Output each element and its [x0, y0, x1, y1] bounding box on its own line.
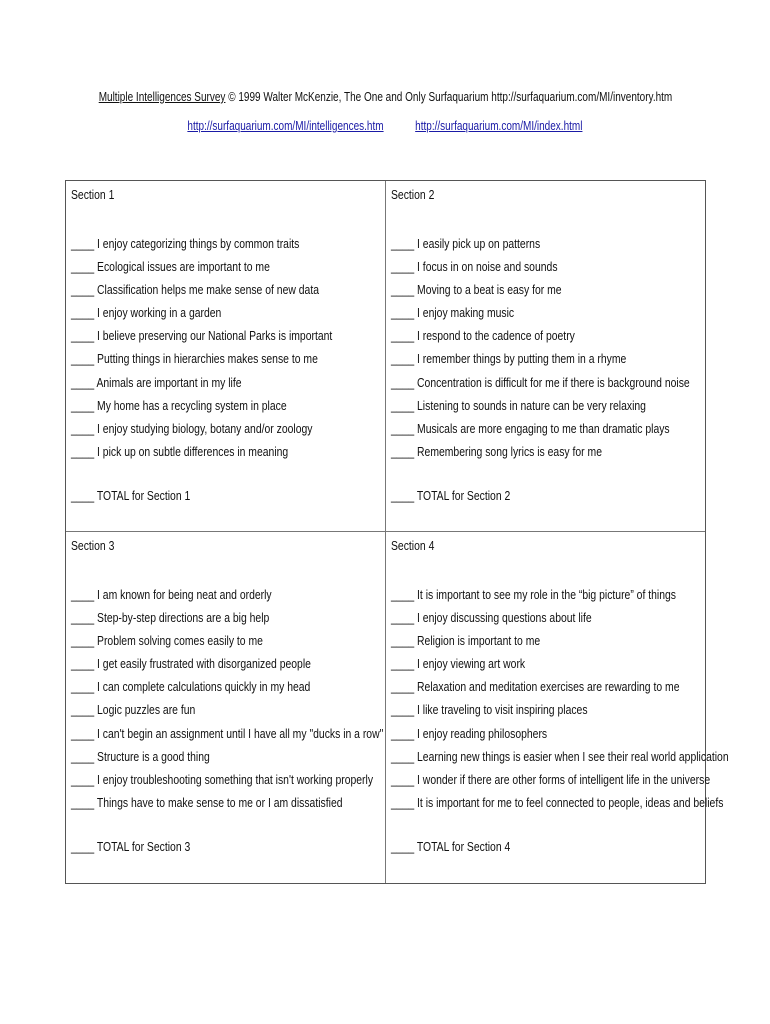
list-item: ____ I enjoy making music	[391, 305, 515, 321]
section-2-cell	[386, 181, 704, 531]
list-item: ____ I remember things by putting them in a rhyme	[391, 351, 627, 367]
list-item: ____ I pick up on subtle differences in meaning	[71, 443, 289, 459]
list-item: ____ I like traveling to visit inspiring places	[391, 702, 588, 718]
list-item: ____ My home has a recycling system in place	[71, 397, 287, 413]
list-item: ____ I can't begin an assignment until I have all my "ducks in a row"	[71, 725, 384, 741]
list-item: ____ Religion is important to me	[391, 633, 541, 649]
list-item: ____ Problem solving comes easily to me	[71, 633, 263, 649]
intelligences-link[interactable]: http://surfaquarium.com/MI/intelligences.htm	[187, 119, 384, 133]
list-item: ____ Ecological issues are important to me	[71, 259, 270, 275]
survey-table	[65, 180, 729, 884]
list-item: ____ Relaxation and meditation exercises are rewarding to me	[391, 679, 680, 695]
section-items	[71, 232, 398, 463]
list-item: ____ I can complete calculations quickly in my head	[71, 679, 311, 695]
section-3-cell	[66, 532, 384, 882]
list-item: ____ I respond to the cadence of poetry	[391, 328, 575, 344]
list-item: ____ I get easily frustrated with disorganized people	[71, 656, 311, 672]
section-title: Section 2	[391, 187, 435, 202]
list-item: ____ I enjoy working in a garden	[71, 305, 222, 321]
list-item: ____ Classification helps me make sense of new data	[71, 282, 320, 298]
survey-title: Multiple Intelligences Survey	[98, 90, 225, 104]
list-item: ____ It is important for me to feel connected to people, ideas and beliefs	[391, 794, 724, 810]
list-item: ____ Moving to a beat is easy for me	[391, 282, 562, 298]
section-items	[391, 232, 764, 463]
list-item: ____ Putting things in hierarchies makes sense to me	[71, 351, 318, 367]
list-item: ____ It is important to see my role in the “big picture” of things	[391, 587, 676, 602]
survey-header	[0, 90, 770, 104]
list-item: ____ I enjoy studying biology, botany and/or zoology	[71, 420, 313, 436]
list-item: ____ Musicals are more engaging to me than dramatic plays	[391, 420, 670, 436]
list-item: ____ I easily pick up on patterns	[391, 236, 541, 251]
list-item: ____ Structure is a good thing	[71, 748, 210, 764]
section-total: ____ TOTAL for Section 1	[71, 488, 191, 503]
list-item: ____ Step-by-step directions are a big help	[71, 610, 270, 626]
list-item: ____ I focus in on noise and sounds	[391, 259, 558, 275]
section-total: ____ TOTAL for Section 2	[391, 488, 511, 503]
list-item: ____ I enjoy discussing questions about life	[391, 610, 592, 626]
section-4-cell	[386, 532, 729, 882]
list-item: ____ I enjoy viewing art work	[391, 656, 526, 672]
section-total: ____ TOTAL for Section 4	[391, 839, 511, 854]
list-item: ____ I enjoy categorizing things by common traits	[71, 236, 300, 251]
reference-links	[0, 119, 770, 133]
list-item: ____ I believe preserving our National Parks is important	[71, 328, 333, 344]
list-item: ____ Logic puzzles are fun	[71, 702, 196, 718]
list-item: ____ I enjoy reading philosophers	[391, 725, 548, 741]
section-items	[391, 583, 770, 814]
section-title: Section 3	[71, 538, 115, 553]
section-total: ____ TOTAL for Section 3	[71, 839, 191, 854]
survey-credit: © 1999 Walter McKenzie, The One and Only Surfaquarium http://surfaquarium.com/MI/inventory.htm	[227, 90, 672, 104]
list-item: ____ Concentration is difficult for me if there is background noise	[391, 374, 690, 390]
list-item: ____ Things have to make sense to me or I am dissatisfied	[71, 794, 343, 810]
section-1-cell	[66, 181, 384, 531]
list-item: ____ I wonder if there are other forms of intelligent life in the universe	[391, 771, 711, 787]
section-title: Section 4	[391, 538, 435, 553]
list-item: ____ Animals are important in my life	[71, 374, 242, 390]
list-item: ____ Learning new things is easier when I see their real world application	[391, 748, 729, 764]
list-item: ____ Remembering song lyrics is easy for me	[391, 443, 602, 459]
section-title: Section 1	[71, 187, 115, 202]
list-item: ____ I enjoy troubleshooting something that isn't working properly	[71, 771, 374, 787]
index-link[interactable]: http://surfaquarium.com/MI/index.html	[415, 119, 583, 133]
list-item: ____ Listening to sounds in nature can be very relaxing	[391, 397, 646, 413]
list-item: ____ I am known for being neat and orderly	[71, 587, 272, 602]
